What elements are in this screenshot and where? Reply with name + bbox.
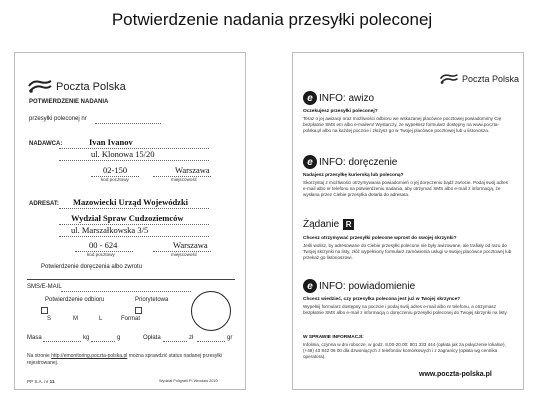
addressee-label: ADRESAT: xyxy=(29,201,59,207)
sender-postcode: 02-150 xyxy=(103,165,128,175)
post-horn-icon xyxy=(439,73,459,85)
receipt-form-card xyxy=(14,52,246,390)
size-s: S xyxy=(47,316,52,322)
priority-label: Priorytetowa xyxy=(135,297,169,303)
e-info-icon: e xyxy=(303,155,317,169)
stamp-circle xyxy=(191,291,231,331)
addressee-postcode-caption: kod pocztowy xyxy=(87,252,115,257)
registered-number-label: przesyłki poleconej nr xyxy=(29,116,87,122)
emonitoring-link[interactable]: http://emonitoring.poczta-polska.pl xyxy=(51,353,128,359)
size-l: L xyxy=(99,316,103,322)
notify-question: Chcesz wiedzieć, czy przesyłka polecona jest już w Twojej skrzynce? xyxy=(303,297,461,302)
brand-logo-right xyxy=(439,73,519,85)
g-unit: g xyxy=(117,335,121,341)
sender-city: Warszawa xyxy=(175,165,210,175)
e-info-icon: e xyxy=(303,279,317,293)
r-badge-icon: R xyxy=(343,219,354,230)
priority-checkbox[interactable] xyxy=(135,307,142,314)
printer-note: Wydział Poligrafii PI Wrocław 2010 xyxy=(159,379,218,383)
format-label: Format xyxy=(121,316,141,322)
zl-unit: zł xyxy=(189,335,194,341)
kg-unit: kg xyxy=(83,335,90,341)
awizo-heading: e INFO: awizo xyxy=(303,91,374,105)
addressee-city-caption: miejscowość xyxy=(171,252,198,257)
fee-zl-field[interactable] xyxy=(163,341,187,342)
awizo-paragraph: Teraz o jej awizacji oraz możliwości odbioru we wskazanej placówce pocztowej powiadomimy Cię bezpłatnie SMS em albo e-mailem! Wystarczy, że wypełnisz formularz dostępny na www.poczta-polska.pl albo na każdej poczcie i złożysz go w Twojej placówce pocztowej lub u listonosza. xyxy=(303,116,502,134)
sender-label: NADAWCA: xyxy=(29,141,63,147)
fee-gr-field[interactable] xyxy=(197,341,225,342)
request-paragraph: Jeśli wolisz, by adresowane do Ciebie przesyłki polecone nie były awizowane, ale trafiały od razu do Twojej skrzynki na listy, złóż wypełniony formularz zamówienia usługi w swojej placówce pocztowej lub przekaż go listonoszowi. xyxy=(303,243,512,261)
mass-label: Masa xyxy=(27,335,42,341)
sender-name: Ivan Ivanov xyxy=(89,137,133,147)
size-m: M xyxy=(73,316,78,322)
addressee-line1: Mazowiecki Urząd Wojewódzki xyxy=(73,197,189,207)
fee-label: Opłata xyxy=(143,335,161,341)
return-receipt-label: Potwierdzenie doręczenia albo zwrotu xyxy=(41,264,143,270)
addressee-line1-line xyxy=(59,208,209,209)
personal-receipt-label: Potwierdzenie odbioru xyxy=(45,297,105,303)
contact-heading: W SPRAWIE INFORMACJI: xyxy=(303,335,364,340)
info-leaflet-card xyxy=(292,52,524,390)
addressee-line2: Wydział Spraw Cudzoziemców xyxy=(71,213,184,223)
addressee-street-line xyxy=(59,236,209,237)
contact-paragraph: Infolinia, czynna w dni robocze, w godz. 8.00-20.00: 801 333 444 (opłata jak za połączenie lokalne), (+48) 43 842 06 00 dla dzwoniących z telefonów komórkowych i z zagranicy (opłata wg cennika operatora). xyxy=(303,342,506,360)
e-info-icon: e xyxy=(303,91,317,105)
footer-suffix: można sprawdzić status nadanej przesyłki rejestrowanej. xyxy=(27,353,223,366)
city-caption: miejscowość xyxy=(171,177,198,182)
footer-prefix: Na stronie xyxy=(27,353,50,359)
footer-note xyxy=(27,353,235,366)
sms-email-field[interactable] xyxy=(61,291,191,292)
delivery-paragraph: Skorzystaj z możliwości otrzymywania powiadomień o jej doręczeniu bądź zwrocie. Podaj swój adres e-mail albo nr telefonu na potwierdzeniu nadania, aby otrzymać SMS albo e-mail z informacją, że wysłana przez Ciebie przesyłka dotarła do adresata. xyxy=(303,180,509,198)
request-heading: Żądanie R xyxy=(303,219,354,230)
sender-street: ul. Klonowa 15/20 xyxy=(91,149,155,159)
postcode-caption: kod pocztowy xyxy=(101,177,129,182)
sender-street-line xyxy=(59,160,209,161)
addressee-street: ul. Marszałkowska 3/5 xyxy=(71,225,149,235)
notify-paragraph: Wypełnij formularz dostępny na poczcie i podaj swój adres e-mail albo nr telefonu, a otrzymasz bezpłatnie SMS albo e-mail z informacją o doręczeniu przesyłki poleconej do Twojej skrzynki na listy. xyxy=(303,304,508,316)
request-question: Chcesz otrzymywać przesyłki polecone wprost do swojej skrzynki? xyxy=(303,236,457,241)
form-title: POTWIERDZENIE NADANIA xyxy=(29,99,109,105)
page-title: Potwierdzenie nadania przesyłki poleconej xyxy=(111,10,433,29)
gr-unit: gr xyxy=(227,335,233,341)
mass-kg-field[interactable] xyxy=(43,341,81,342)
addressee-postcode: 00 - 624 xyxy=(89,240,118,250)
sms-email-label: SMS/E-MAIL xyxy=(27,284,62,290)
form-code: PP S.A. nr 11 xyxy=(27,379,55,384)
post-horn-icon xyxy=(27,79,53,94)
delivery-question: Nadajesz przesyłkę kurierską lub poleconą? xyxy=(303,173,404,178)
divider xyxy=(27,279,235,280)
awizo-question: Oczekujesz przesyłki poleconej? xyxy=(303,109,378,114)
brand-logo xyxy=(27,79,126,94)
mass-g-field[interactable] xyxy=(91,341,115,342)
registered-number-field[interactable] xyxy=(95,123,161,124)
personal-receipt-checkbox[interactable] xyxy=(41,307,48,314)
brand-name: Poczta Polska xyxy=(56,80,126,93)
brand-name-right: Poczta Polska xyxy=(462,74,520,84)
notify-heading: e INFO: powiadomienie xyxy=(303,279,415,293)
addressee-city: Warszawa xyxy=(173,240,208,250)
website-link[interactable]: www.poczta-polska.pl xyxy=(419,371,492,378)
delivery-heading: e INFO: doręczenie xyxy=(303,155,397,169)
